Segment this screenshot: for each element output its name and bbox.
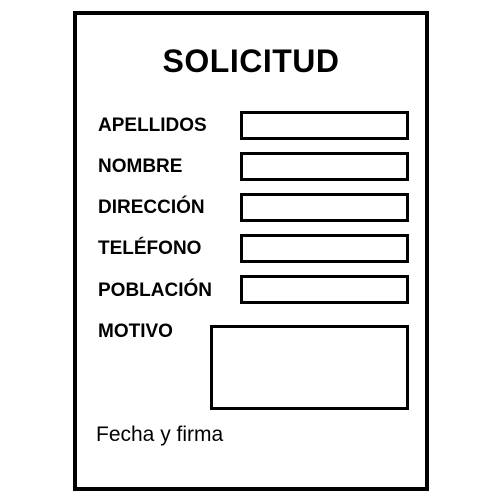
form-title: SOLICITUD xyxy=(162,43,340,79)
field-label-motivo: MOTIVO xyxy=(98,321,173,342)
nombre-field[interactable] xyxy=(240,152,409,181)
telefono-field[interactable] xyxy=(240,234,409,263)
apellidos-field[interactable] xyxy=(240,111,409,140)
field-label-nombre: NOMBRE xyxy=(98,156,183,177)
request-form xyxy=(73,11,429,491)
date-signature-label: Fecha y firma xyxy=(96,423,224,446)
field-label-poblacion: POBLACIÓN xyxy=(98,280,212,301)
poblacion-field[interactable] xyxy=(240,275,409,304)
field-label-telefono: TELÉFONO xyxy=(98,238,202,259)
direccion-field[interactable] xyxy=(240,193,409,222)
motivo-textarea[interactable] xyxy=(210,325,409,410)
field-label-apellidos: APELLIDOS xyxy=(98,115,207,136)
field-label-direccion: DIRECCIÓN xyxy=(98,197,205,218)
